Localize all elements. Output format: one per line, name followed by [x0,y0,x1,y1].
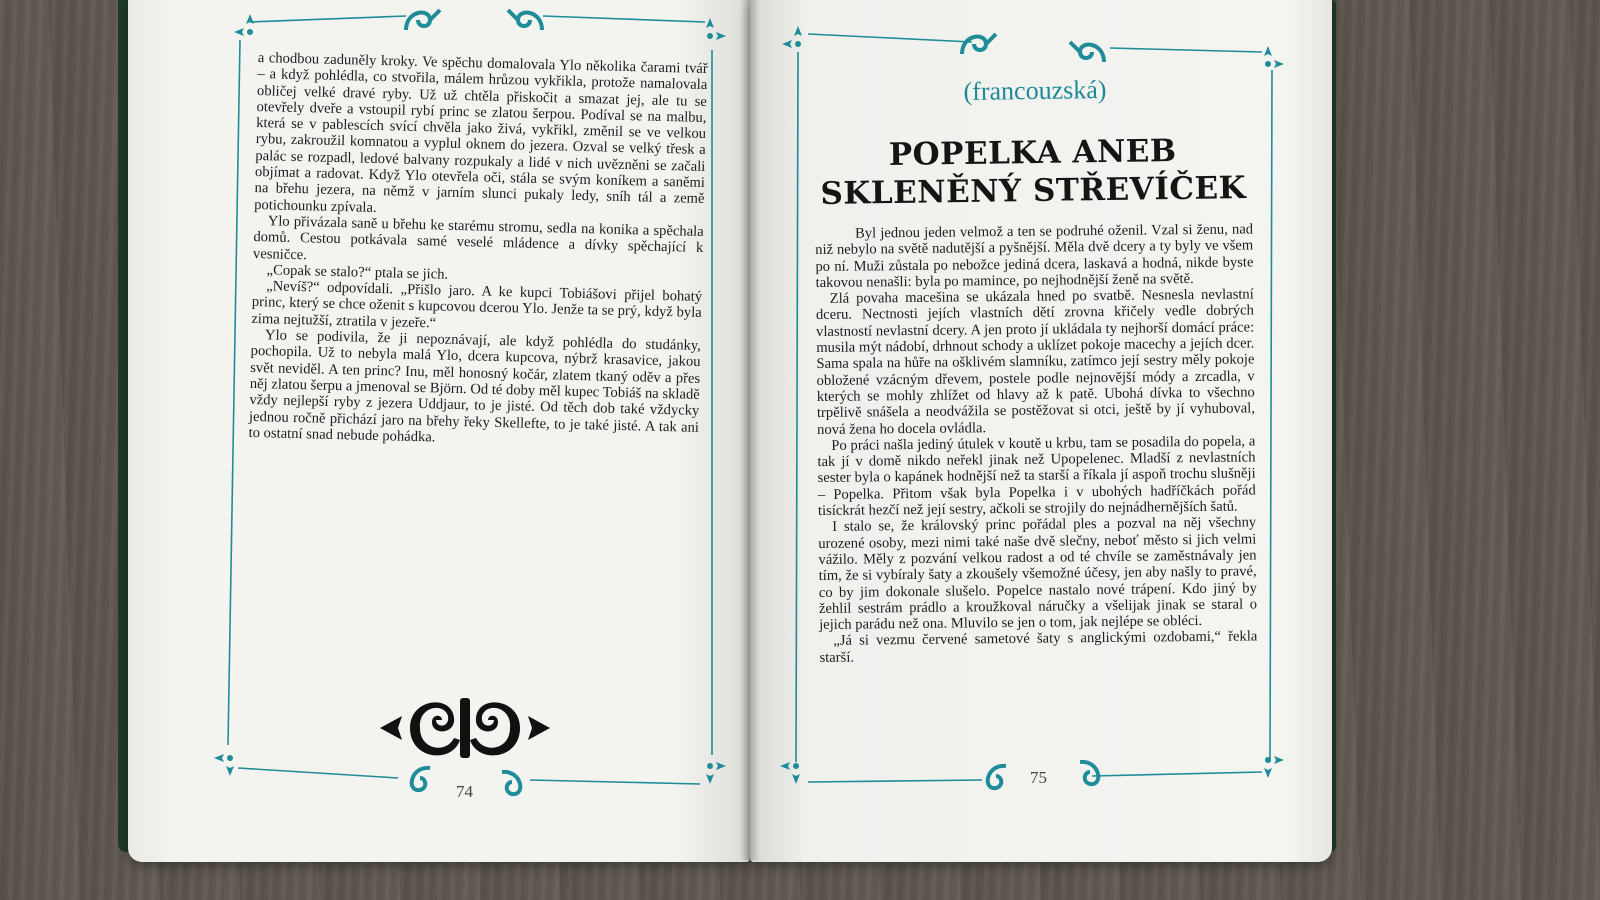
scroll-ornament-icon [976,760,1012,794]
page-number-right: 75 [1030,768,1047,787]
scroll-ornament-icon [1066,34,1110,68]
fleur-corner-icon [1248,42,1288,82]
fleur-corner-icon [210,740,250,780]
story-origin: (francouzská) [963,75,1107,106]
story-title [817,131,1248,213]
paragraph: Zlá povaha macešina se ukázala hned po svatbě. Nesnesla nevlastní dceru. Nectnosti jejích vlastních dětí zrovna křičely vedle dobrých vlastností nevlastní dcery. A jen proto jí ukládala ty nejhorší domácí práce: musila mýt nádobí, drhnout schody a uklízet pokoje macechy a jejích dcer. Sama spala na hůře na ošklivém slamníku, zatímco její sestry měly pokoje obložené vzácným dřevem, postele podle nejnovější módy a zrcadla, v kterých se mohly zhlížet od hlavy až k patě. Ubohá dívka to všechno trpělivě snášela a neodvážila se postěžovat si otci, ještě by jí vyhuboval, nová žena ho docela ovládla. [815,286,1256,438]
scroll-ornament-icon [504,2,548,36]
title-line-2: SKLENĚNÝ STŘEVÍČEK [820,170,1247,212]
scroll-ornament-icon [496,766,532,800]
scroll-ornament-icon [400,2,444,36]
paragraph: „Copak se stalo?“ ptala se jich. [266,262,449,283]
page-number-left: 74 [456,782,473,801]
paragraph: I stalo se, že královský princ pořádal ples a pozval na něj všechny urozené osoby, mezi nimi také naše dvě slečny, neboť město si jich velmi vážilo. Měly z pozvání velkou radost a od té chvíle se zaměstnávaly jen tím, že si vybíraly šaty a zkoušely všemožné účesy, jen aby našly to pravé, co by jim dokonale slušelo. Popelce nastalo nové trápení. Kdo jiný by žehlil sestrám prádlo a kroužkoval náručky a všelijak jinak se staral o jejich parádu než ona. Mluvilo se jen o tom, jak nejlépe se obléci. [818,514,1258,634]
fleur-corner-icon [778,22,818,62]
arabesque-ornament-icon [380,688,550,768]
paragraph: a chodbou zaduněly kroky. Ve spěchu domalovala Ylo několika čarami tvář – a když pohlédla, co stvořila, málem hrůzou vykřikla, protože namalovala obličej velké dravé ryby. Už už chtěla přiskočit a smazat jej, ale tu se otevřely dveře a vstoupil rybí princ se zlatou šerpou. Podíval se na malbu, která se v pablescích svící chvěla jako živá, vykřikl, změnil se ve velkou rybu, zakroužil komnatou a vyplul oknem do jezera. Ozval se velký třesk a palác se rozpadl, ledové balvany rozpukaly a lidé v nich uvězněni se začali objímat a radovat. Když Ylo otevřela oči, stála se svým koníkem a saněmi na břehu jezera, na němž v jarním slunci pukaly ledy, sníh tál a země potichounku zpívala. [254,50,708,216]
fleur-corner-icon [230,10,270,50]
paragraph: Po práci našla jediný útulek v koutě u krbu, tam se posadila do popela, a tak jí v domě nikdo neřekl jinak než Upopelenec. Mladší z nevlastních sester byla o kapánek hodnější než ta starší a říkala jí aspoň trochu slušněji – Popelka. Přitom však byla Popelka i v ubohých hadříčkách pořád tisíckrát hezčí než její sestry, ačkoli se strojily do nejnádhernějších šatů. [817,433,1256,520]
paragraph: Ylo se podivila, že ji nepoznávají, ale když pohlédla do studánky, pochopila. Už to nebyla malá Ylo, dcera kupcova, nýbrž krasavice, jakou svět neviděl. A ten princ? Inu, měl honosný kočár, zlatem tkaný oděv a přes něj zlatou šerpu a jmenoval se Björn. Od té doby měl kupec Tobiáš na skladě vždy nejlepší ryby z jezera Uddjaur, to je jisté. Od těch dob také vždycky jednou ročně přichází jaro na břehy řeky Skellefte, to je také jisté. A tak ani to ostatní snad nebude pohádka. [248,327,702,446]
paragraph: Ylo přivázala saně u břehu ke starému stromu, sedla na konika a spěchala domů. Cestou potkávala samé veselé mládence a dívky spěchající k vesničce. [252,213,704,263]
paragraph: Byl jednou jeden velmož a ten se podruhé oženil. Vzal si ženu, nad niž nebylo na světě nadutější a pyšnější. Měla dvě dcery a ty byly ve všem po ní. Muži zůstala po nebožce jediná dcera, laskavá a hodná, nikde byste takovou nenašli: byla po mamince, po nejhodnější ženě na světě. [815,221,1254,291]
paragraph: „Já si vezmu červené sametové šaty s anglickými ozdobami,“ řekla starší. [819,628,1258,666]
fleur-corner-icon [690,14,730,54]
scroll-ornament-icon [956,26,1000,60]
scroll-ornament-icon [1074,756,1110,790]
left-page-text [248,50,707,452]
fleur-corner-icon [690,748,730,788]
fleur-corner-icon [1248,742,1288,782]
paragraph: „Nevíš?“ odpovídali. „Přišlo jaro. A ke kupci Tobiášovi přijel bohatý princ, který se chce oženit s kupcovou dcerou Ylo. Jenže ta se prý, když byla zima nejtužší, ztratila v jezeře.“ [251,278,703,332]
title-line-1: POPELKA ANEB [888,132,1177,174]
right-page-text [815,221,1258,666]
fleur-corner-icon [776,748,816,788]
